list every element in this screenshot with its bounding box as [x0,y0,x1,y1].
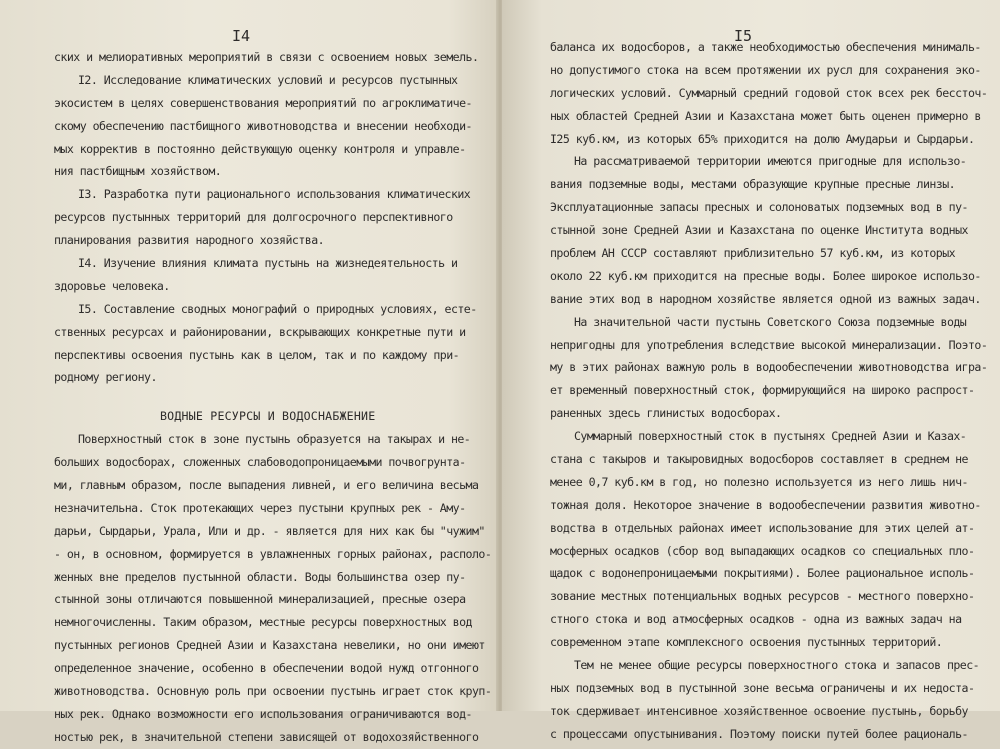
text-line: I5. Составление сводных монографий о природных условиях, есте- [78,301,477,316]
text-line: ет временный поверхностный сток, формирующийся на широко распрост- [550,383,975,398]
text-line: ния пастбищным хозяйством. [54,164,222,179]
text-line: ностью рек, в значительной степени зависящей от водохозяйственного [54,729,479,744]
text-line: баланса их водосборов, а также необходимостью обеспечения минималь- [550,40,981,54]
text-line: I4. Изучение влияния климата пустынь на жизнедеятельность и [78,256,458,271]
text-line: ских и мелиоративных мероприятий в связи с освоением новых земель. [54,50,479,64]
text-line: около 22 куб.км приходится на пресные воды. Более широкое использо- [550,268,981,283]
text-line: ных подземных вод в пустынной зоне весьма ограничены и их недоста- [550,680,975,695]
text-line: стынной зоне Средней Азии и Казахстана по оценке Института водных [550,223,968,238]
text-line: тожная доля. Некоторое значение в водообеспечении развития животно- [550,497,981,512]
text-line: здоровье человека. [54,278,170,293]
text-line: немногочисленны. Таким образом, местные ресурсы поверхностных вод [54,615,472,630]
text-line: стынной зоны отличаются повышенной минерализацией, пресные озера [54,592,466,607]
text-line: логических условий. Суммарный средний годовой сток всех рек бессточ- [550,85,988,100]
right-page-text [550,36,988,746]
text-line: экосистем в целях совершенствования мероприятий по агроклиматиче- [54,95,472,110]
blank-line [54,389,454,405]
text-line: ресурсов пустынных территорий для долгосрочного перспективного [54,210,453,225]
text-line: На значительной части пустынь Советского Союза подземные воды [574,314,967,329]
text-line: стного стока и вод атмосферных осадков - одна из важных задач на [550,612,962,627]
text-line: незначительна. Сток протекающих через пустыни крупных рек - Аму- [54,500,466,515]
text-line: I2. Исследование климатических условий и ресурсов пустынных [78,72,458,87]
text-line: щадок с водонепроницаемыми покрытиями). Более рациональное исполь- [550,566,975,581]
text-line: непригодны для употребления вследствие высокой минерализации. Поэто- [550,337,988,352]
section-heading: ВОДНЫЕ РЕСУРСЫ И ВОДОСНАБЖЕНИЕ [160,409,376,424]
left-page-number: I4 [232,27,251,45]
text-line: с процессами опустынивания. Поэтому поиски путей более рациональ- [550,726,968,741]
text-line: проблем АН СССР составляют приблизительно 57 куб.км, из которых [550,246,956,261]
text-line: вание этих вод в народном хозяйстве является одной из важных задач. [550,291,981,306]
text-line: скому обеспечению пастбищного животноводства и внесении необходи- [54,118,472,133]
text-line: Тем не менее общие ресурсы поверхностного стока и запасов прес- [574,658,980,673]
text-line: планирования развития народного хозяйства. [54,233,325,248]
text-line: водства в отдельных районах имеет использование для этих целей ат- [550,520,975,535]
right-page [502,0,1000,741]
text-line: пустынных регионов Средней Азии и Казахстана невелики, но они имеют [54,638,485,653]
text-line: родному региону. [54,370,157,385]
text-line: дарьи, Сырдарьи, Урала, Или и др. - является для них как бы "чужим" [54,523,485,538]
text-line: но допустимого стока на всем протяжении их русл для сохранения эко- [550,62,981,77]
left-page [0,0,498,744]
text-line: менее 0,7 куб.км в год, но полезно используется из него лишь нич- [550,474,968,489]
text-line: зование местных потенциальных водных ресурсов - местного поверхно- [550,589,975,604]
text-line: женных вне пределов пустынной области. Воды большинства озер пу- [54,569,466,584]
text-line: На рассматриваемой территории имеются пригодные для использо- [574,154,967,169]
text-line: му в этих районах важную роль в водообеспечении животноводства игра- [550,360,988,375]
text-line: современном этапе комплексного освоения пустынных территорий. [550,635,943,650]
right-page-number: I5 [734,27,753,45]
text-line: перспективы освоения пустынь как в целом, так и по каждому при- [54,347,460,362]
text-line: вания подземные воды, местами образующие крупные пресные линзы. [550,177,956,192]
text-line: раненных здесь глинистых водосборах. [550,406,782,421]
text-line: мосферных осадков (сбор вод выпадающих осадков со специальных пло- [550,543,975,558]
text-line: ток сдерживает интенсивное хозяйственное освоение пустынь, борьбу [550,703,968,718]
text-line: больших водосборах, сложенных слабоводопроницаемыми почвогрунта- [54,455,466,470]
text-line: Суммарный поверхностный сток в пустынях Средней Азии и Казах- [574,429,967,444]
text-line: животноводства. Основную роль при освоении пустынь играет сток круп- [54,684,492,699]
text-line: ных областей Средней Азии и Казахстана может быть оценен примерно в [550,108,981,123]
text-line: I25 куб.км, из которых 65% приходится на долю Амударьи и Сырдарьи. [550,131,975,146]
text-line: мых корректив в постоянно действующую оценку контроля и управле- [54,141,466,156]
text-line: определенное значение, особенно в обеспечении водой нужд отгонного [54,661,479,676]
text-line: ных рек. Однако возможности его использования ограничиваются вод- [54,706,472,721]
text-line: стана с такыров и такыровидных водосборов составляет в среднем не [550,452,968,467]
text-line: ственных ресурсах и районировании, вскрывающих конкретные пути и [54,324,466,339]
text-line: Поверхностный сток в зоне пустынь образуется на такырах и не- [78,432,471,447]
left-page-text [54,46,492,749]
text-line: - он, в основном, формируется в увлажненных горных районах, располо- [54,546,492,561]
text-line: I3. Разработка пути рационального использования климатических [78,187,471,202]
text-line: Эксплуатационные запасы пресных и солоноватых подземных вод в пу- [550,200,968,215]
text-line: ми, главным образом, после выпадения ливней, и его величина весьма [54,478,479,493]
